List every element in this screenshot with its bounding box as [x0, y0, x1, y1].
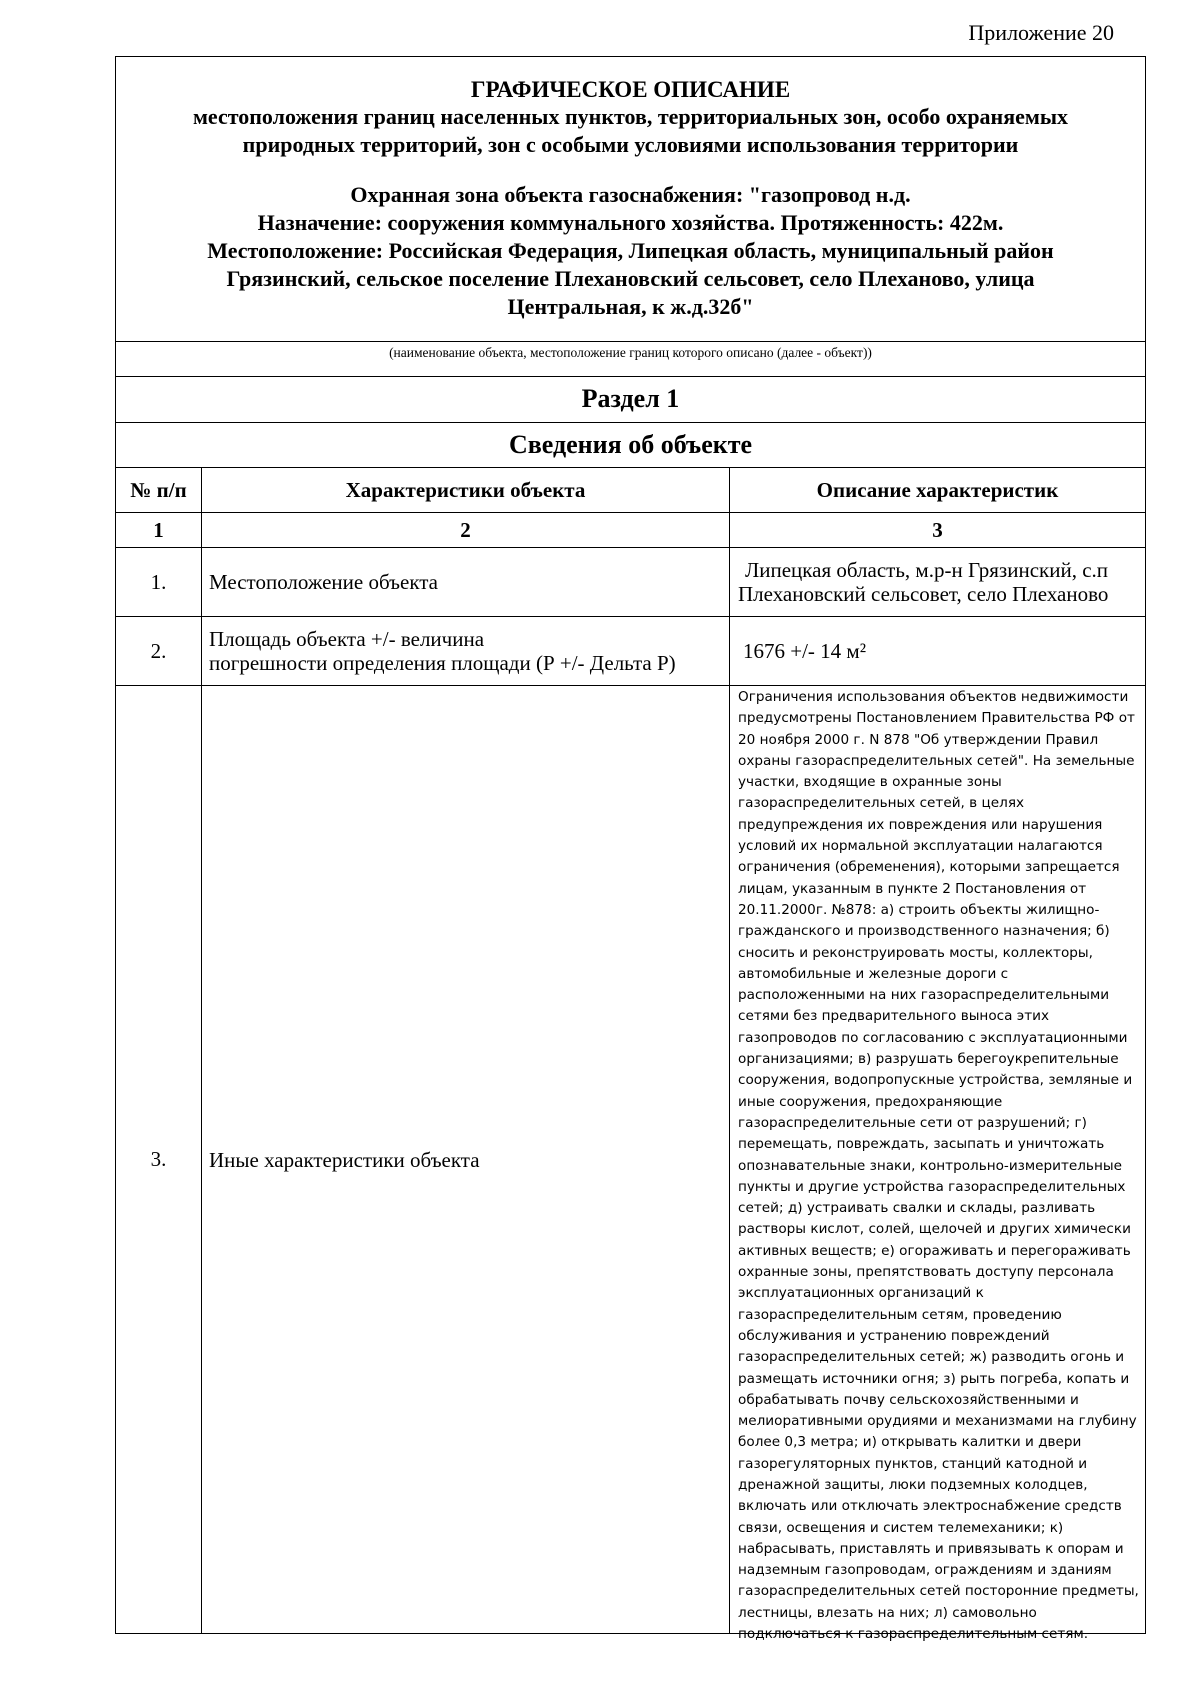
object-line-2: Назначение: сооружения коммунального хозяйства. Протяженность: 422м.: [257, 210, 1004, 235]
row-characteristic: [202, 617, 730, 685]
row-characteristic: Иные характеристики объекта: [202, 686, 730, 1633]
column-number-row: [116, 513, 1145, 548]
object-line-3: Местоположение: Российская Федерация, Липецкая область, муниципальный район: [207, 238, 1054, 263]
document-subtitle-line-1: местоположения границ населенных пунктов, территориальных зон, особо охраняемых: [192, 104, 1069, 129]
row-number: 2.: [116, 617, 202, 685]
row-number: 1.: [116, 548, 202, 616]
table-row: [116, 617, 1145, 686]
document-title: ГРАФИЧЕСКОЕ ОПИСАНИЕ: [470, 77, 791, 102]
row-number: 3.: [116, 686, 202, 1633]
column-number-2: 2: [202, 513, 730, 547]
location-line-2: Плехановский сельсовет, село Плеханово: [738, 582, 1109, 606]
row-characteristic: Местоположение объекта: [202, 548, 730, 616]
header-characteristic: Характеристики объекта: [202, 468, 730, 512]
document-frame: [115, 56, 1146, 1643]
object-line-4: Грязинский, сельское поселение Плехановский сельсовет, село Плеханово, улица: [226, 266, 1035, 291]
appendix-label: Приложение 20: [968, 20, 1114, 45]
document-subtitle-line-2: природных территорий, зон с особыми условиями использования территории: [242, 132, 1019, 157]
section-heading: Раздел 1: [116, 376, 1145, 422]
area-label-line-2: погрешности определения площади (Р +/- Дельта Р): [209, 651, 676, 675]
table-header-row: [116, 468, 1145, 513]
header-block: [116, 57, 1145, 341]
table-row: [116, 548, 1145, 617]
column-number-3: 3: [932, 517, 943, 542]
object-line-1: Охранная зона объекта газоснабжения: "газопровод н.д.: [350, 182, 911, 207]
header-description: Описание характеристик: [816, 477, 1059, 502]
header-number: № п/п: [116, 468, 202, 512]
area-value: 1676 +/- 14 м²: [743, 639, 867, 663]
object-caption: (наименование объекта, местоположение границ которого описано (далее - объект)): [116, 341, 1145, 376]
object-line-5: Центральная, к ж.д.32б": [507, 294, 754, 319]
column-number-1: 1: [116, 513, 202, 547]
table-row: [116, 686, 1145, 1643]
area-label-line-1: Площадь объекта +/- величина: [209, 627, 485, 651]
location-line-1: Липецкая область, м.р-н Грязинский, с.п: [745, 558, 1109, 582]
row-description: [730, 548, 1145, 616]
restrictions-text: Ограничения использования объектов недвижимости предусмотрены Постановлением Правительства РФ от 20 ноября 2000 г. N 878 "Об утверждении Правил охраны газораспределительных сетей". На земельные участки, входящие в охранные зоны газораспределительных сетей, в целях предупреждения их повреждения или нарушения условий их нормальной эксплуатации налагаются ограничения (обременения), которыми запрещается лицам, указанным в пункте 2 Постановления от 20.11.2000г. №878: а) строить объекты жилищно-гражданского и производственного назначения; б) сносить и реконструировать мосты, коллекторы, автомобильные и железные дороги с расположенными на них газораспределительными сетями без предварительного выноса этих газопроводов по согласованию с эксплуатационными организациями; в) разрушать берегоукрепительные сооружения, водопропускные устройства, земляные и иные сооружения, предохраняющие газораспределительные сети от разрушений; г) перемещать, повреждать, засыпать и уничтожать опознавательные знаки, контрольно-измерительные пункты и другие устройства газораспределительных сетей; д) устраивать свалки и склады, разливать растворы кислот, солей, щелочей и других химически активных веществ; е) огораживать и перегораживать охранные зоны, препятствовать доступу персонала эксплуатационных организаций к газораспределительным сетям, проведению обслуживания и устранению повреждений газораспределительных сетей; ж) разводить огонь и размещать источники огня; з) рыть погреба, копать и обрабатывать почву сельскохозяйственными и мелиоративными орудиями и механизмами на глубину более 0,3 метра; и) открывать калитки и двери газорегуляторных пунктов, станций катодной и дренажной защиты, люки подземных колодцев, включать или отключать электроснабжение средств связи, освещения и систем телемеханики; к) набрасывать, приставлять и привязывать к опорам и надземным газопроводам, ограждениям и зданиям газораспределительных сетей посторонние предметы, лестницы, влезать на них; л) самовольно подключаться к газораспределительным сетям.: [738, 689, 1139, 1643]
object-table: [116, 467, 1145, 1643]
section-title: Сведения об объекте: [116, 422, 1145, 467]
